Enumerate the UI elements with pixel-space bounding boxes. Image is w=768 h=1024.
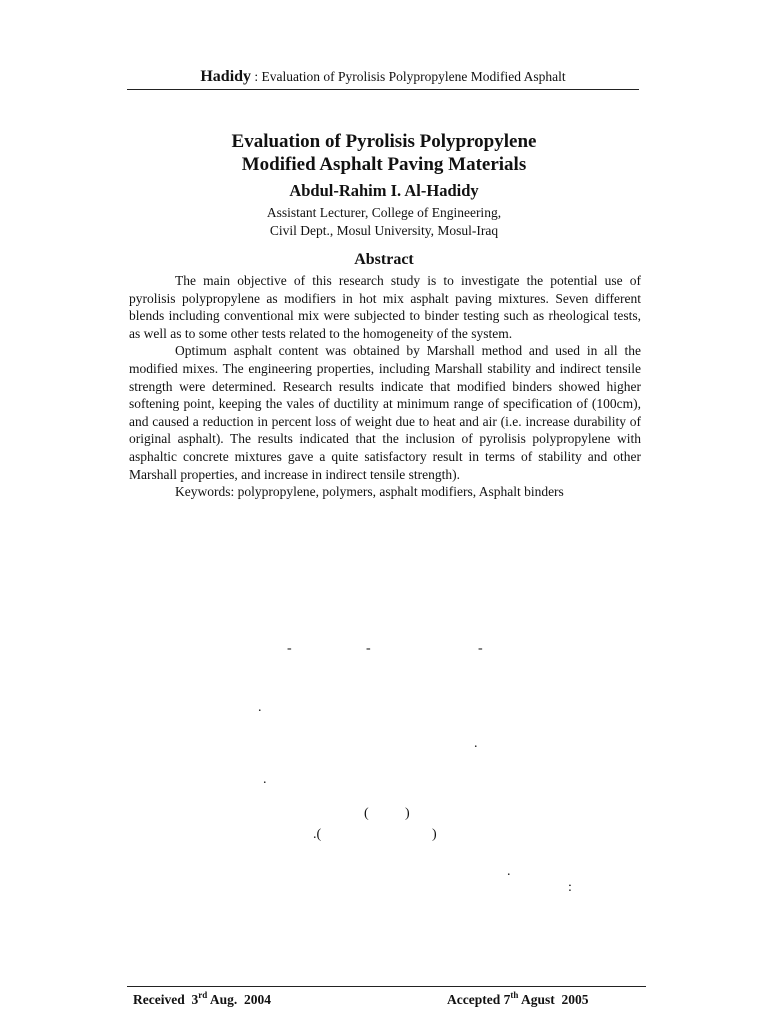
- received-date: [133, 991, 271, 1009]
- received-label: Received: [133, 992, 185, 1007]
- running-header: [127, 67, 639, 87]
- arabic-dash-1: -: [287, 641, 292, 656]
- accepted-label: Accepted: [447, 992, 501, 1007]
- accepted-day-suffix: th: [510, 990, 519, 1000]
- running-header-author: Hadidy: [200, 68, 252, 85]
- received-month-year: Aug. 2004: [209, 992, 272, 1007]
- running-header-separator: :: [251, 69, 262, 84]
- header-rule: [127, 89, 639, 90]
- received-day-suffix: rd: [198, 990, 208, 1000]
- arabic-dot-paren: .(: [313, 827, 322, 842]
- arabic-paren-close: ): [405, 806, 410, 821]
- arabic-dot-2: .: [474, 736, 478, 751]
- received-day: 3: [191, 992, 199, 1007]
- arabic-paren-close-2: ): [432, 827, 437, 842]
- abstract-keywords: Keywords: polypropylene, polymers, asphalt modifiers, Asphalt binders: [175, 484, 564, 500]
- arabic-paren-open: (: [364, 806, 369, 821]
- abstract-heading: Abstract: [354, 251, 414, 268]
- footer-rule: [127, 986, 646, 987]
- title-line-1: Evaluation of Pyrolisis Polypropylene: [231, 131, 537, 152]
- paper-title: [100, 130, 668, 176]
- affiliation-line-2: Civil Dept., Mosul University, Mosul-Iraq: [269, 223, 499, 238]
- accepted-day: 7: [503, 992, 511, 1007]
- running-header-title: Evaluation of Pyrolisis Polypropylene Modified Asphalt: [261, 69, 566, 84]
- arabic-dash-3: -: [478, 641, 483, 656]
- abstract-paragraph-1: The main objective of this research study is to investigate the potential use of pyrolisis polypropylene as modifiers in hot mix asphalt paving mixtures. Seven different blends including conventional mix were subjected to binder testing such as rheological tests, as well as to some other tests related to the homogeneity of the system.: [129, 273, 641, 341]
- accepted-month-year: Agust 2005: [521, 992, 589, 1007]
- abstract-body: [129, 272, 641, 501]
- arabic-dot-1: .: [258, 700, 262, 715]
- arabic-dot-4: .: [507, 864, 511, 879]
- arabic-dot-3: .: [263, 772, 267, 787]
- affiliation-line-1: Assistant Lecturer, College of Engineering,: [266, 205, 502, 220]
- author-name: Abdul-Rahim I. Al-Hadidy: [289, 181, 479, 200]
- arabic-dash-2: -: [366, 641, 371, 656]
- author-affiliation: [100, 204, 668, 240]
- accepted-date: [447, 991, 589, 1009]
- arabic-colon: :: [568, 880, 572, 895]
- abstract-paragraph-2: Optimum asphalt content was obtained by Marshall method and used in all the modified mixes. The engineering properties, including Marshall stability and indirect tensile strength were determined. Research results indicate that modified binders showed higher softening point, keeping the vales of ductility at minimum range of specification of (100cm), and caused a reduction in percent loss of weight due to heat and air (i.e. increase durability of original asphalt). The results indicated that the inclusion of pyrolisis polypropylene with asphaltic concrete mixtures gave a quite satisfactory result in terms of stability and other Marshall properties, and increase in indirect tensile strength).: [129, 343, 641, 482]
- title-line-2: Modified Asphalt Paving Materials: [241, 154, 527, 175]
